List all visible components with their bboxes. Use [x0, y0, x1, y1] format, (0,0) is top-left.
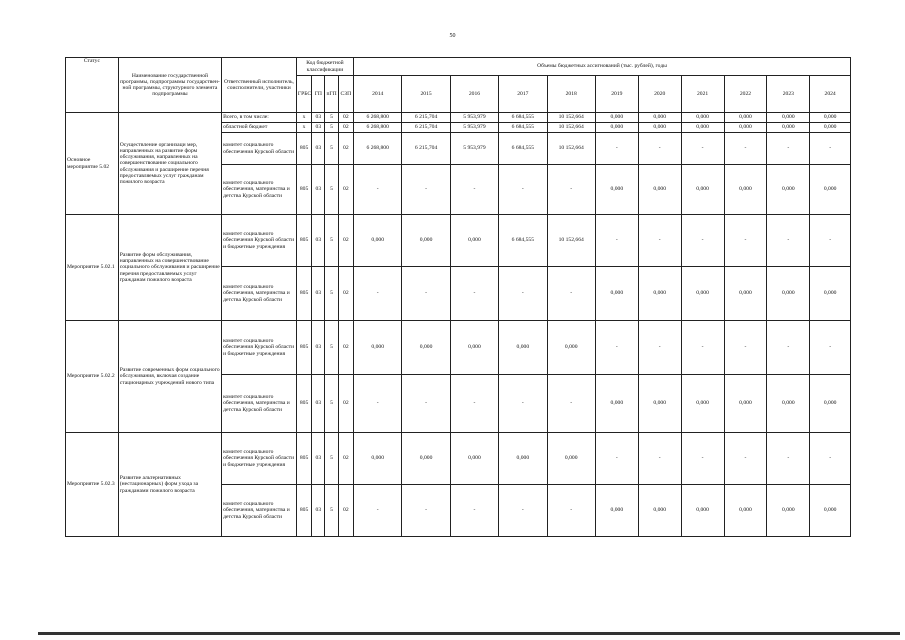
cell-value: 0,000	[724, 123, 767, 133]
cell-value: 0,000	[681, 123, 724, 133]
cell-value: -	[810, 215, 851, 267]
cell-code: 03	[312, 113, 325, 123]
cell-code: 02	[338, 433, 353, 485]
cell-value: 6 684,555	[499, 215, 547, 267]
cell-code: 805	[296, 433, 311, 485]
col-year: 2020	[638, 76, 681, 113]
cell-code: 5	[325, 123, 338, 133]
cell-name: Осуществление организаци мер, направленных на развитие форм обслуживания, направленных на совершенствование социального обслуживания и расширение перечня предоставляемых услуг гражданам пожилого возраста	[118, 113, 221, 215]
cell-value: 0,000	[681, 165, 724, 215]
cell-responsible: комитет социального обеспечения, материнства и детства Курской области	[222, 485, 297, 537]
cell-value: 6 215,704	[402, 113, 450, 123]
cell-value: 10 152,664	[547, 113, 595, 123]
cell-value: -	[595, 215, 638, 267]
cell-value: 6 684,555	[499, 113, 547, 123]
cell-value: -	[499, 165, 547, 215]
cell-code: х	[296, 123, 311, 133]
cell-value: -	[499, 267, 547, 321]
cell-value: 0,000	[450, 215, 498, 267]
cell-value: -	[354, 165, 402, 215]
cell-value: 0,000	[450, 433, 498, 485]
cell-value: 0,000	[681, 267, 724, 321]
cell-code: 5	[325, 133, 338, 165]
cell-value: 5 953,979	[450, 123, 498, 133]
cell-value: 6 268,800	[354, 123, 402, 133]
cell-value: 0,000	[638, 113, 681, 123]
cell-value: 0,000	[354, 215, 402, 267]
cell-value: 6 268,800	[354, 133, 402, 165]
cell-value: -	[810, 321, 851, 375]
budget-table	[65, 57, 851, 537]
cell-code: 02	[338, 165, 353, 215]
cell-value: 0,000	[499, 321, 547, 375]
col-responsible: Ответственный исполнитель, соисполнители, участники	[222, 58, 297, 113]
cell-responsible: комитет социального обеспечения, материнства и детства Курской области	[222, 267, 297, 321]
col-name: Наименование государственной программы, подпрограммы государствен-ной программы, структурного элемента подпрограммы	[118, 58, 221, 113]
cell-value: 6 215,704	[402, 133, 450, 165]
cell-value: -	[450, 267, 498, 321]
cell-status: Мероприятие 5.02.2	[66, 321, 119, 433]
cell-value: -	[547, 165, 595, 215]
cell-value: 0,000	[724, 375, 767, 433]
cell-value: -	[499, 375, 547, 433]
cell-value: -	[767, 321, 810, 375]
cell-value: 0,000	[767, 267, 810, 321]
col-budget-group: Объемы бюджетных ассигнований (тыс. рублей), годы	[354, 58, 851, 76]
cell-responsible: областной бюджет	[222, 123, 297, 133]
cell-code: 805	[296, 133, 311, 165]
cell-value: 0,000	[767, 113, 810, 123]
cell-name: Развитие форм обслуживания, направленных на совершенствование социального обслуживания и расширение перечня предоставляемых услуг гражданам пожилого возраста	[118, 215, 221, 321]
cell-value: -	[354, 485, 402, 537]
cell-value: 6 684,555	[499, 123, 547, 133]
cell-value: 0,000	[595, 165, 638, 215]
cell-value: 0,000	[354, 321, 402, 375]
cell-code: 5	[325, 215, 338, 267]
col-code: СЗП	[338, 76, 353, 113]
cell-value: 0,000	[681, 375, 724, 433]
cell-value: -	[547, 375, 595, 433]
cell-value: 10 152,664	[547, 133, 595, 165]
cell-value: 0,000	[810, 485, 851, 537]
col-year: 2021	[681, 76, 724, 113]
col-year: 2019	[595, 76, 638, 113]
cell-code: 02	[338, 321, 353, 375]
col-year: 2017	[499, 76, 547, 113]
table-header	[66, 58, 851, 113]
cell-value: 6 268,800	[354, 113, 402, 123]
cell-value: -	[767, 433, 810, 485]
cell-value: 0,000	[681, 113, 724, 123]
cell-value: -	[681, 433, 724, 485]
cell-value: -	[767, 215, 810, 267]
cell-value: -	[595, 133, 638, 165]
cell-value: -	[547, 485, 595, 537]
cell-code: 02	[338, 123, 353, 133]
cell-code: 5	[325, 267, 338, 321]
cell-value: 5 953,979	[450, 133, 498, 165]
cell-value: -	[595, 433, 638, 485]
cell-value: 0,000	[638, 485, 681, 537]
cell-value: 0,000	[595, 123, 638, 133]
cell-value: 0,000	[681, 485, 724, 537]
cell-responsible: комитет социального обеспечения Курской области	[222, 133, 297, 165]
table-row	[66, 215, 851, 267]
cell-value: -	[810, 433, 851, 485]
cell-value: 0,000	[724, 485, 767, 537]
col-status: Статус	[66, 58, 119, 113]
cell-value: -	[402, 375, 450, 433]
cell-code: 03	[312, 123, 325, 133]
cell-value: 0,000	[402, 215, 450, 267]
cell-value: 10 152,664	[547, 123, 595, 133]
cell-value: 10 152,664	[547, 215, 595, 267]
cell-code: 02	[338, 485, 353, 537]
cell-code: 02	[338, 375, 353, 433]
cell-value: 0,000	[767, 375, 810, 433]
col-year: 2014	[354, 76, 402, 113]
cell-code: 03	[312, 215, 325, 267]
cell-value: 0,000	[595, 113, 638, 123]
cell-value: -	[450, 375, 498, 433]
cell-value: -	[547, 267, 595, 321]
cell-value: 0,000	[638, 375, 681, 433]
page-number: 50	[449, 33, 456, 39]
cell-value: 0,000	[767, 485, 810, 537]
col-code: ГП	[312, 76, 325, 113]
cell-value: 0,000	[547, 433, 595, 485]
cell-code: 02	[338, 215, 353, 267]
cell-code: 805	[296, 215, 311, 267]
cell-code: 805	[296, 485, 311, 537]
cell-code: 805	[296, 165, 311, 215]
cell-value: 0,000	[810, 375, 851, 433]
col-year: 2015	[402, 76, 450, 113]
cell-code: 5	[325, 375, 338, 433]
cell-responsible: комитет социального обеспечения Курской области и бюджетные учреждения	[222, 433, 297, 485]
cell-value: -	[450, 485, 498, 537]
cell-value: 0,000	[810, 123, 851, 133]
cell-value: 0,000	[354, 433, 402, 485]
cell-value: 0,000	[810, 267, 851, 321]
cell-value: -	[595, 321, 638, 375]
cell-code: 805	[296, 267, 311, 321]
cell-value: -	[681, 321, 724, 375]
cell-value: -	[402, 267, 450, 321]
cell-code: 03	[312, 485, 325, 537]
table-row	[66, 113, 851, 123]
cell-value: 5 953,979	[450, 113, 498, 123]
cell-code: 02	[338, 113, 353, 123]
cell-value: 0,000	[402, 433, 450, 485]
cell-value: 0,000	[402, 321, 450, 375]
cell-code: 03	[312, 321, 325, 375]
cell-value: -	[402, 485, 450, 537]
cell-value: 0,000	[810, 165, 851, 215]
cell-responsible: комитет социального обеспечения Курской области и бюджетные учреждения	[222, 321, 297, 375]
cell-value: -	[724, 433, 767, 485]
cell-code: 03	[312, 375, 325, 433]
cell-value: 0,000	[595, 485, 638, 537]
cell-code: 03	[312, 267, 325, 321]
cell-code: 5	[325, 321, 338, 375]
cell-value: -	[724, 133, 767, 165]
cell-value: -	[638, 133, 681, 165]
cell-value: -	[638, 321, 681, 375]
cell-value: -	[724, 321, 767, 375]
cell-value: -	[638, 433, 681, 485]
table-row	[66, 433, 851, 485]
cell-value: 0,000	[547, 321, 595, 375]
cell-value: -	[681, 133, 724, 165]
cell-value: -	[638, 215, 681, 267]
col-code: ГРБС	[296, 76, 311, 113]
cell-value: -	[810, 133, 851, 165]
cell-responsible: комитет социального обеспечения Курской области и бюджетные учреждения	[222, 215, 297, 267]
cell-responsible: Всего, в том числе:	[222, 113, 297, 123]
cell-value: -	[681, 215, 724, 267]
cell-code: 03	[312, 433, 325, 485]
cell-value: 0,000	[638, 123, 681, 133]
cell-code: 805	[296, 375, 311, 433]
cell-value: 0,000	[595, 267, 638, 321]
cell-status: Мероприятие 5.02.1	[66, 215, 119, 321]
col-year: 2016	[450, 76, 498, 113]
cell-status: Мероприятие 5.02.3	[66, 433, 119, 537]
cell-value: 0,000	[724, 113, 767, 123]
cell-name: Развитие альтернативных (нестационарных) форм ухода за гражданами пожилого возраста	[118, 433, 221, 537]
cell-value: 0,000	[638, 267, 681, 321]
cell-code: 5	[325, 433, 338, 485]
table-row	[66, 321, 851, 375]
cell-code: 805	[296, 321, 311, 375]
cell-value: 0,000	[767, 123, 810, 133]
col-year: 2022	[724, 76, 767, 113]
cell-code: 03	[312, 133, 325, 165]
cell-value: 6 684,555	[499, 133, 547, 165]
cell-value: -	[499, 485, 547, 537]
cell-value: 0,000	[499, 433, 547, 485]
cell-value: 0,000	[724, 267, 767, 321]
cell-responsible: комитет социального обеспечения, материнства и детства Курской области	[222, 165, 297, 215]
cell-value: 0,000	[595, 375, 638, 433]
cell-code: 02	[338, 267, 353, 321]
cell-value: -	[354, 375, 402, 433]
cell-value: 6 215,704	[402, 123, 450, 133]
cell-value: 0,000	[450, 321, 498, 375]
cell-code: 03	[312, 165, 325, 215]
cell-value: 0,000	[724, 165, 767, 215]
cell-code: 5	[325, 165, 338, 215]
cell-value: 0,000	[638, 165, 681, 215]
cell-code: 5	[325, 485, 338, 537]
cell-value: -	[354, 267, 402, 321]
col-year: 2024	[810, 76, 851, 113]
col-year: 2018	[547, 76, 595, 113]
cell-value: 0,000	[810, 113, 851, 123]
cell-name: Развитие современных форм социального обслуживания, включая создание стационарных учреждений нового типа	[118, 321, 221, 433]
cell-code: х	[296, 113, 311, 123]
cell-value: -	[724, 215, 767, 267]
cell-value: -	[402, 165, 450, 215]
page-bottom-border	[38, 632, 900, 635]
table-body	[66, 113, 851, 537]
col-code: пГП	[325, 76, 338, 113]
cell-value: 0,000	[767, 165, 810, 215]
col-year: 2023	[767, 76, 810, 113]
cell-status: Основное мероприятие 5.02	[66, 113, 119, 215]
cell-value: -	[450, 165, 498, 215]
col-code-group: Код бюджетной классификации	[296, 58, 353, 76]
cell-responsible: комитет социального обеспечения, материнства и детства Курской области	[222, 375, 297, 433]
cell-value: -	[767, 133, 810, 165]
cell-code: 02	[338, 133, 353, 165]
cell-code: 5	[325, 113, 338, 123]
